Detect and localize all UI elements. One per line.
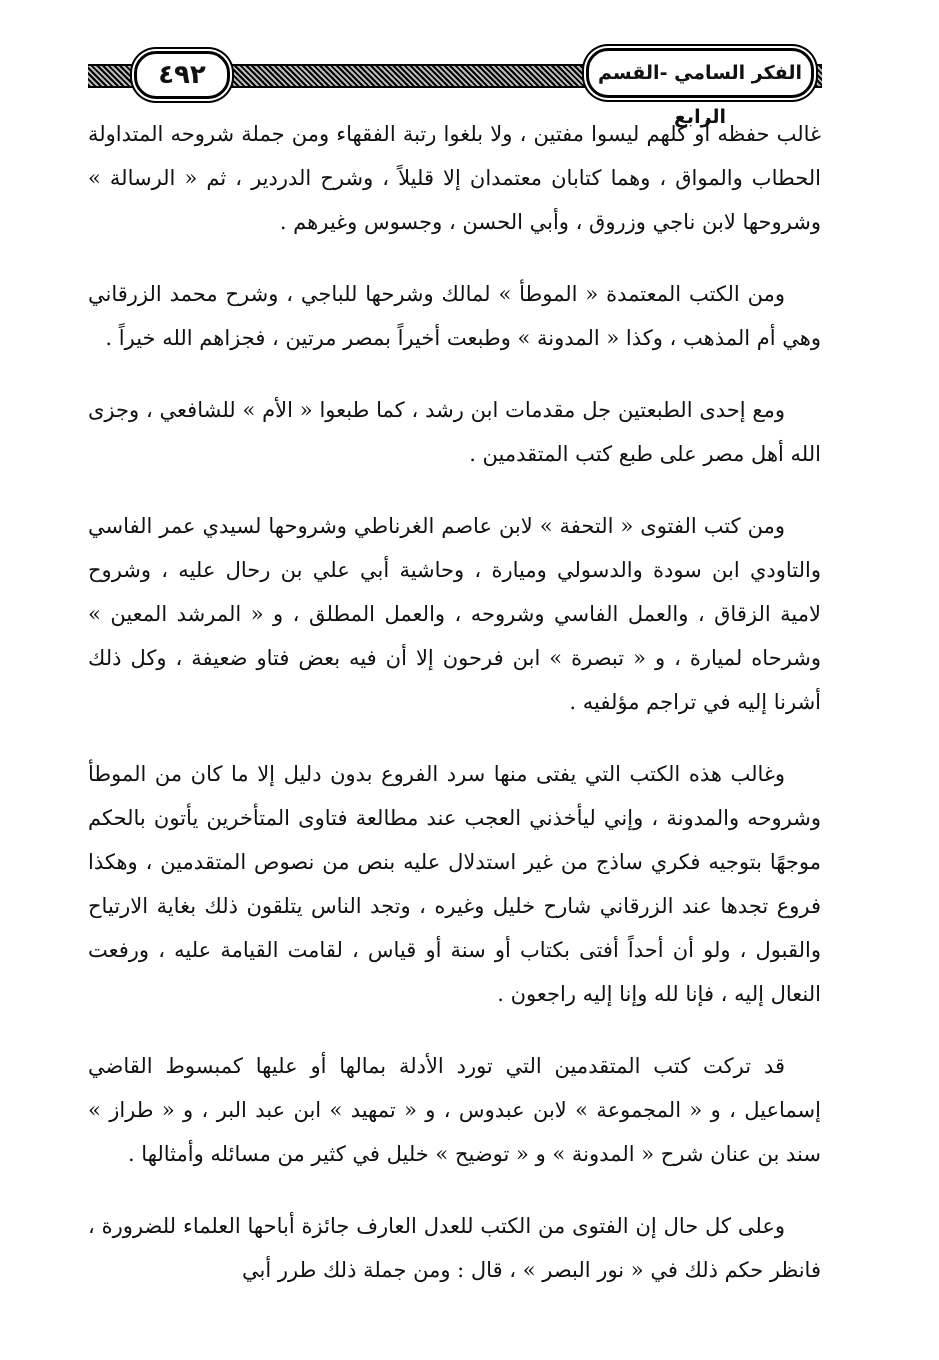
paragraph: غالب حفظه أو كلهم ليسوا مفتين ، ولا بلغوا رتبة الفقهاء ومن جملة شروحه المتداولة الحطاب والمواق ، وهما كتابان معتمدان إلا قليلاً ، وشرح الدردير ، ثم « الرسالة » وشروحها لابن ناجي وزروق ، وأبي الحسن ، وجسوس وغيرهم . [88,122,821,234]
paragraph: قد تركت كتب المتقدمين التي تورد الأدلة بمالها أو عليها كمبسوط القاضي إسماعيل ، و « المجموعة » لابن عبدوس ، و « تمهيد » ابن عبد البر ، و « طراز » سند بن عنان شرح « المدونة » و « توضيح » خليل في كثير من مسائله وأمثالها . [88,1054,821,1166]
page-number: ٤٩٢ [134,51,230,99]
paragraph: ومن الكتب المعتمدة « الموطأ » لمالك وشرحها للباجي ، وشرح محمد الزرقاني وهي أم المذهب ، وكذا « المدونة » وطبعت أخيراً بمصر مرتين ، فجزاهم الله خيراً . [88,282,821,350]
paragraph: وعلى كل حال إن الفتوى من الكتب للعدل العارف جائزة أباحها العلماء للضرورة ، فانظر حكم ذلك في « نور البصر » ، قال : ومن جملة ذلك طرر أبي [88,1214,821,1282]
page-body [88,112,821,1292]
paragraph: ومع إحدى الطبعتين جل مقدمات ابن رشد ، كما طبعوا « الأم » للشافعي ، وجزى الله أهل مصر على طبع كتب المتقدمين . [88,398,821,466]
header-ornament-rule [88,64,138,88]
running-title: الفكر السامي -القسم الرابع [586,48,814,98]
paragraph: وغالب هذه الكتب التي يفتى منها سرد الفروع بدون دليل إلا ما كان من الموطأ وشروحه والمدونة ، وإني ليأخذني العجب عند مطالعة فتاوى المتأخرين يأتون بالحكم موجهًا بتوجيه فكري ساذج من غير استدلال عليه بنص من نصوص المتقدمين ، وهكذا فروع تجدها عند الزرقاني شارح خليل وغيره ، وتجد الناس يتلقون ذلك بغاية الارتياح والقبول ، ولو أن أحداً أفتى بكتاب أو سنة أو قياس ، لقامت القيامة عليه ، ورفعت النعال إليه ، فإنا لله وإنا إليه راجعون . [88,762,821,1006]
running-header [88,46,822,128]
paragraph: ومن كتب الفتوى « التحفة » لابن عاصم الغرناطي وشروحها لسيدي عمر الفاسي والتاودي ابن سودة والدسولي وميارة ، وحاشية أبي علي بن رحال عليه ، وشروح لامية الزقاق ، والعمل الفاسي وشروحه ، والعمل المطلق ، و « المرشد المعين » وشرحاه لميارة ، و « تبصرة » ابن فرحون إلا أن فيه بعض فتاو ضعيفة ، وكل ذلك أشرنا إليه في تراجم مؤلفيه . [88,514,821,714]
